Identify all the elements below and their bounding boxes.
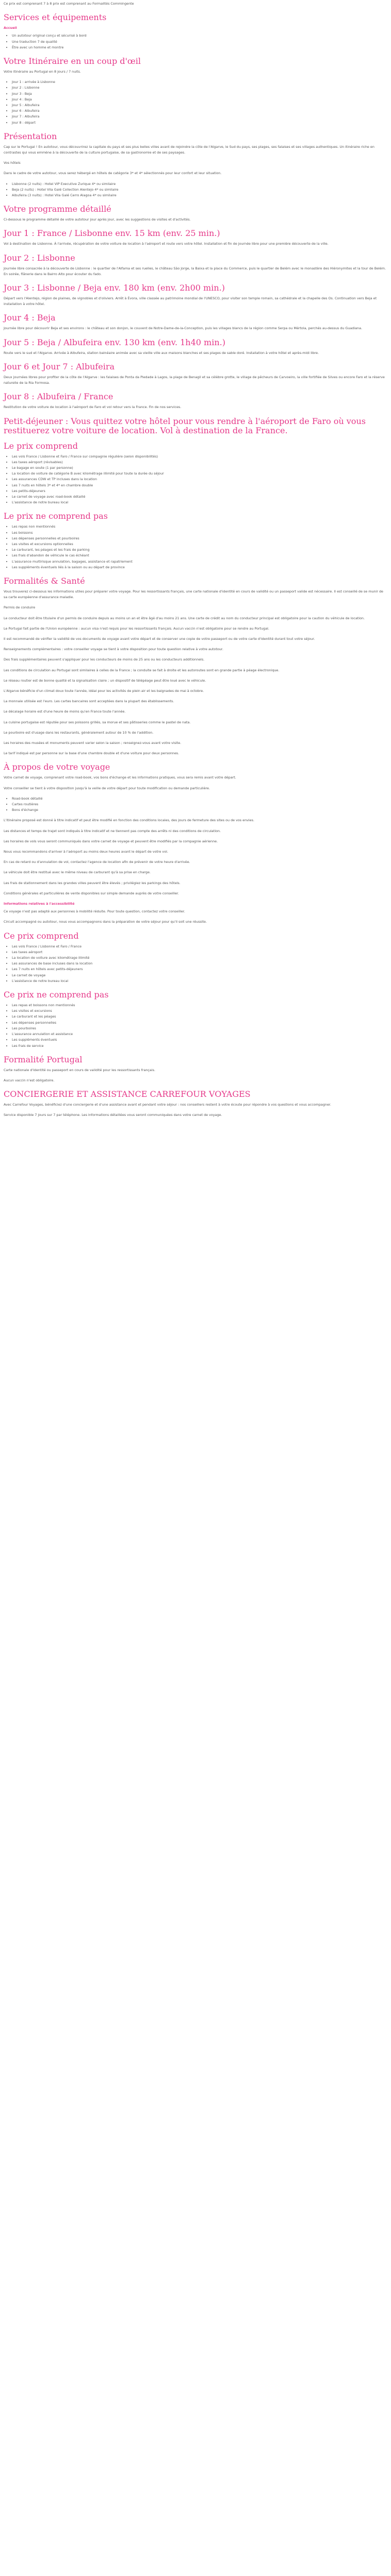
- paragraph: Renseignements complémentaires : votre conseiller voyage se tient à votre disposition pour toute question relative à votre autotour.: [4, 647, 223, 652]
- day-title: Jour 6 et Jour 7 : Albufeira: [4, 361, 115, 371]
- paragraph: Le Portugal fait partie de l'Union européenne : aucun visa n'est requis pour les ressortissants français. Aucun vaccin n'est obligatoire pour se rendre au Portugal.: [4, 626, 269, 631]
- day-text: Deux journées libres pour profiter de la côte de l'Algarve : les falaises de Ponta da Piedade à Lagos, la plage de Benagil et sa célèbre grotte, le village de pêcheurs de Carvoeiro, la ville fortifiée de Silves ou encore Faro et la réserve naturelle de la Ria Formosa.: [4, 375, 385, 385]
- list-item: • Jour 4 : Beja: [12, 97, 387, 103]
- list-item: • Les taxes aéroport (révisables): [12, 460, 387, 465]
- apropos-title: À propos de votre voyage: [4, 762, 110, 772]
- list-item: • Les boissons: [12, 530, 387, 536]
- list-item: • Jour 6 : Albufeira: [12, 108, 387, 114]
- paragraph: Avec Carrefour Voyages, bénéficiez d'une conciergerie et d'une assistance avant et pendant votre séjour : nos conseillers restent à votre écoute pour répondre à vos questions et vous accompagner.: [4, 1103, 331, 1107]
- documents-list: [4, 796, 387, 814]
- list-item: • Bons d'échange: [12, 807, 387, 813]
- paragraph: Le conducteur doit être titulaire d'un permis de conduire depuis au moins un an et être âgé d'au moins 21 ans. Une carte de crédit au nom du conducteur principal est obligatoire pour la caution du véhicule de location.: [4, 616, 365, 620]
- services-title: Services et équipements: [4, 12, 107, 23]
- list-item: • Les vols France / Lisbonne et Faro / France sur compagnie régulière (selon disponibilités): [12, 454, 387, 460]
- day-title: Jour 5 : Beja / Albufeira env. 130 km (env. 1h40 min.): [4, 337, 225, 347]
- paragraph: Les frais de stationnement dans les grandes villes peuvent être élevés ; privilégiez les parkings des hôtels.: [4, 880, 181, 885]
- day-title: Jour 1 : France / Lisbonne env. 15 km (env. 25 min.): [4, 228, 220, 239]
- exclusions-list: [4, 524, 387, 570]
- exclusions-list-2: [4, 1003, 387, 1049]
- list-item: • L'assurance annulation et assistance: [12, 1031, 387, 1037]
- highlight-text: Petit-déjeuner : Vous quittez votre hôtel pour vous rendre à l'aéroport de Faro où vous restituerez votre voiture de location. Vol à destination de la France.: [4, 416, 366, 435]
- list-item: • La location de voiture de catégorie B avec kilométrage illimité pour toute la durée du séjour: [12, 471, 387, 477]
- paragraph: Les horaires des musées et monuments peuvent varier selon la saison ; renseignez-vous avant votre visite.: [4, 741, 182, 745]
- day-text: Journée libre consacrée à la découverte de Lisbonne : le quartier de l'Alfama et ses ruelles, le château São Jorge, la Baixa et la place du Commerce, puis le quartier de Belém avec le monastère des Hiéronymites et la tour de Belém. En soirée, flânerie dans le Bairro Alto pour écouter du fado.: [4, 266, 386, 276]
- day-text: Départ vers l'Alentejo, région de plaines, de vignobles et d'oliviers. Arrêt à Évora, ville classée au patrimoine mondial de l'UNESCO, pour visiter son temple romain, sa cathédrale et la chapelle des Os. Continuation vers Beja et installation à votre hôtel.: [4, 296, 377, 307]
- paragraph: L'itinéraire proposé est donné à titre indicatif et peut être modifié en fonction des conditions locales, des jours de fermeture des sites ou de vos envies.: [4, 818, 254, 823]
- paragraph: Le réseau routier est de bonne qualité et la signalisation claire ; un dispositif de télépéage peut être loué avec le véhicule.: [4, 678, 206, 683]
- list-item: • Jour 3 : Beja: [12, 91, 387, 97]
- paragraph: Le tarif indiqué est par personne sur la base d'une chambre double et d'une voiture pour deux personnes.: [4, 751, 180, 756]
- day-text: Vol à destination de Lisbonne. À l'arrivée, récupération de votre voiture de location à l'aéroport et route vers votre hôtel. Installation et fin de journée libre pour une première découverte de la ville.: [4, 242, 329, 246]
- day-title: Jour 3 : Lisbonne / Beja env. 180 km (env. 2h00 min.): [4, 283, 225, 293]
- exclusions-title-2: Ce prix ne comprend pas: [4, 990, 109, 1000]
- services-subtitle: Accueil: [4, 26, 17, 30]
- inclusions-title-2: Ce prix comprend: [4, 930, 79, 941]
- list-item: • Les vols France / Lisbonne et Faro / France: [12, 944, 387, 950]
- presentation-title: Présentation: [4, 131, 57, 141]
- paragraph: Il est recommandé de vérifier la validité de vos documents de voyage avant votre départ et de conserver une copie de votre passeport ou de votre carte d'identité durant tout votre séjour.: [4, 636, 315, 641]
- list-item: • Le carnet de voyage avec road-book détaillé: [12, 494, 387, 500]
- paragraph: Vos hôtels: [4, 161, 21, 165]
- hotels-list: [4, 181, 387, 199]
- programme-title: Votre programme détaillé: [4, 204, 111, 214]
- day-text: Restitution de votre voiture de location à l'aéroport de Faro et vol retour vers la France. Fin de nos services.: [4, 405, 182, 410]
- day-title: Jour 8 : Albufeira / France: [4, 392, 113, 402]
- exclusions-title: Le prix ne comprend pas: [4, 511, 108, 521]
- paragraph: Le pourboire est d'usage dans les restaurants, généralement autour de 10 % de l'addition.: [4, 730, 154, 735]
- paragraph: Des frais supplémentaires peuvent s'appliquer pour les conducteurs de moins de 25 ans ou les conducteurs additionnels.: [4, 657, 205, 662]
- paragraph: Permis de conduire: [4, 605, 36, 610]
- list-item: • Le bagage en soute (1 par personne): [12, 465, 387, 471]
- list-item: • Les assurances de base incluses dans la location: [12, 961, 387, 967]
- list-item: • Un autotour original conçu et sécurisé à bord: [12, 33, 387, 39]
- day-text: Journée libre pour découvrir Beja et ses environs : le château et son donjon, le couvent de Notre-Dame-de-la-Conception, puis les villages blancs de la région comme Serpa ou Mértola, perchés au-dessus du Guadiana.: [4, 326, 363, 331]
- paragraph: Ce voyage n'est pas adapté aux personnes à mobilité réduite. Pour toute question, contactez votre conseiller.: [4, 909, 185, 914]
- paragraph: La monnaie utilisée est l'euro. Les cartes bancaires sont acceptées dans la plupart des établissements.: [4, 699, 174, 704]
- list-item: • Les frais d'abandon de véhicule le cas échéant: [12, 553, 387, 558]
- list-item: • La location de voiture avec kilométrage illimité: [12, 955, 387, 961]
- paragraph: Le décalage horaire est d'une heure de moins qu'en France toute l'année.: [4, 709, 126, 714]
- list-item: • L'assistance de notre bureau local: [12, 978, 387, 984]
- list-item: • Les 7 nuits en hôtels avec petits-déjeuners: [12, 967, 387, 972]
- list-item: • Road-book détaillé: [12, 796, 387, 802]
- itinerary-list: [4, 79, 387, 126]
- list-item: • Jour 8 : départ: [12, 120, 387, 126]
- paragraph: Service disponible 7 jours sur 7 par téléphone. Les informations détaillées vous seront communiquées dans votre carnet de voyage.: [4, 1113, 222, 1117]
- formalites-title: Formalités & Santé: [4, 575, 85, 586]
- info-title: Informations relatives à l'accessibilité: [4, 902, 75, 906]
- inclusions-list: [4, 454, 387, 506]
- list-item: • Les assurances CDW et TP incluses dans la location: [12, 477, 387, 482]
- paragraph: La cuisine portugaise est réputée pour ses poissons grillés, sa morue et ses pâtisseries comme le pastel de nata.: [4, 720, 191, 724]
- paragraph: Votre conseiller se tient à votre disposition jusqu'à la veille de votre départ pour toute modification ou demande particulière.: [4, 786, 210, 790]
- list-item: • Le carnet de voyage: [12, 973, 387, 978]
- paragraph: Carte nationale d'identité ou passeport en cours de validité pour les ressortissants français.: [4, 1067, 155, 1072]
- list-item: • Jour 7 : Albufeira: [12, 114, 387, 120]
- programme-lead: Ci-dessous le programme détaillé de votre autotour jour après jour, avec les suggestions de visites et d'activités.: [4, 217, 191, 222]
- list-item: • Les pourboires: [12, 1026, 387, 1031]
- list-item: • Être avec un homme et montre: [12, 45, 387, 50]
- list-item: • Beja (2 nuits) : Hotel Vila Galé Collection Alentejo 4* ou similaire: [12, 187, 387, 193]
- list-item: • Les repas et boissons non mentionnés: [12, 1003, 387, 1008]
- list-item: • Les suppléments éventuels liés à la saison ou au départ de province: [12, 565, 387, 570]
- itinerary-lead: Votre itinéraire au Portugal en 8 jours / 7 nuits.: [4, 70, 81, 74]
- services-list: [4, 33, 387, 50]
- paragraph: Les distances et temps de trajet sont indiqués à titre indicatif et ne tiennent pas compte des arrêts ni des conditions de circulation.: [4, 828, 221, 833]
- paragraph: Vous trouverez ci-dessous les informations utiles pour préparer votre voyage. Pour les ressortissants français, une carte nationale d'identité en cours de validité ou un passeport valide est nécessaire. Il est conseillé de se munir de sa carte européenne d'assurance maladie.: [4, 589, 383, 600]
- day-title: Jour 4 : Beja: [4, 313, 56, 323]
- paragraph: L'Algarve bénéficie d'un climat doux toute l'année, idéal pour les activités de plein air et les baignades de mai à octobre.: [4, 688, 204, 693]
- list-item: • Jour 1 : arrivée à Lisbonne: [12, 79, 387, 85]
- list-item: • Les petits-déjeuners: [12, 488, 387, 494]
- list-item: • Les dépenses personnelles et pourboires: [12, 536, 387, 541]
- list-item: • Les taxes aéroport: [12, 950, 387, 955]
- paragraph: Dans le cadre de votre autotour, vous serez hébergé en hôtels de catégorie 3* et 4* sélectionnés pour leur confort et leur situation.: [4, 171, 222, 176]
- list-item: • Le carburant et les péages: [12, 1014, 387, 1020]
- list-item: • L'assurance multirisque annulation, bagages, assistance et rapatriement: [12, 559, 387, 565]
- inclusions-list-2: [4, 944, 387, 984]
- paragraph: Nous vous recommandons d'arriver à l'aéroport au moins deux heures avant le départ de votre vol.: [4, 850, 168, 854]
- list-item: • Les frais de service: [12, 1043, 387, 1049]
- paragraph: Aucun vaccin n'est obligatoire.: [4, 1078, 55, 1082]
- formalities-title-2: Formalité Portugal: [4, 1054, 83, 1064]
- list-item: • Cartes routières: [12, 802, 387, 807]
- list-item: • Les 7 nuits en hôtels 3* et 4* en chambre double: [12, 483, 387, 488]
- list-item: • Le carburant, les péages et les frais de parking: [12, 547, 387, 553]
- list-item: • Jour 5 : Albufeira: [12, 103, 387, 108]
- list-item: • Albufeira (3 nuits) : Hotel Vila Galé Cerro Alagoa 4* ou similaire: [12, 193, 387, 198]
- paragraph: Les horaires de vols vous seront communiqués dans votre carnet de voyage et peuvent être modifiés par la compagnie aérienne.: [4, 839, 218, 843]
- paragraph: Le véhicule doit être restitué avec le même niveau de carburant qu'à sa prise en charge.: [4, 870, 151, 875]
- list-item: • Jour 2 : Lisbonne: [12, 85, 387, 91]
- paragraph: Les conditions de circulation au Portugal sont similaires à celles de la France ; la conduite se fait à droite et les autoroutes sont en grande partie à péage électronique.: [4, 668, 280, 672]
- intro-text: Ce prix est comprenant 7 à 8 prix est comprenant au Formalités Commingente: [4, 2, 134, 6]
- paragraph: Cap sur le Portugal ! En autotour, vous découvrirez la capitale du pays et ses plus belles villes avant de rejoindre la côte de l'Algarve, le Sud du pays, ses plages, ses falaises et ses villages authentiques. Un itinéraire riche en contrastes qui vous emmène à la découverte de la culture portugaise, de sa gastronomie et de ses paysages.: [4, 144, 374, 155]
- paragraph: Circuit accompagné ou autotour, nous vous accompagnons dans la préparation de votre séjour pour qu'il soit une réussite.: [4, 920, 207, 924]
- list-item: • Les dépenses personnelles: [12, 1020, 387, 1026]
- list-item: • Les repas non mentionnés: [12, 524, 387, 530]
- list-item: • Les visites et excursions: [12, 1008, 387, 1014]
- day-title: Jour 2 : Lisbonne: [4, 252, 75, 263]
- document: [0, 0, 391, 1118]
- paragraph: Votre carnet de voyage, comprenant votre road-book, vos bons d'échange et les informations pratiques, vous sera remis avant votre départ.: [4, 775, 236, 780]
- list-item: • L'assistance de notre bureau local: [12, 500, 387, 505]
- list-item: • Les visites et excursions optionnelles: [12, 541, 387, 547]
- itinerary-title: Votre Itinéraire en un coup d'œil: [4, 56, 141, 66]
- list-item: • Les suppléments éventuels: [12, 1037, 387, 1043]
- conciergerie-title: CONCIERGERIE ET ASSISTANCE CARREFOUR VOYAGES: [4, 1089, 251, 1099]
- inclusions-title: Le prix comprend: [4, 440, 78, 451]
- paragraph: Conditions générales et particulières de vente disponibles sur simple demande auprès de votre conseiller.: [4, 891, 179, 895]
- paragraph: En cas de retard ou d'annulation de vol, contactez l'agence de location afin de prévenir de votre heure d'arrivée.: [4, 860, 190, 865]
- list-item: • Une traduction 7 de qualité: [12, 39, 387, 45]
- day-text: Route vers le sud et l'Algarve. Arrivée à Albufeira, station balnéaire animée avec sa vieille ville aux maisons blanches et ses plages de sable doré. Installation à votre hôtel et après-midi libre.: [4, 350, 319, 355]
- list-item: • Lisbonne (2 nuits) : Hotel VIP Executive Zurique 4* ou similaire: [12, 181, 387, 187]
